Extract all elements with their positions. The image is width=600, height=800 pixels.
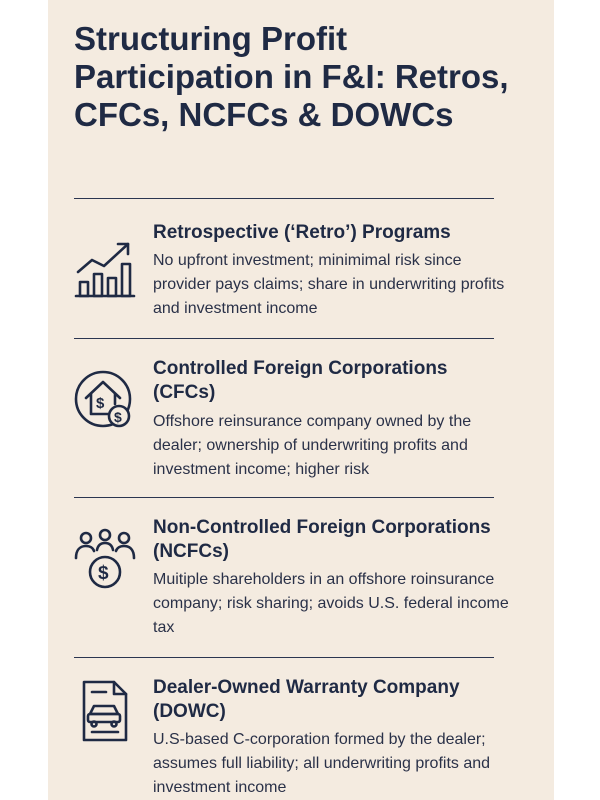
section-divider bbox=[74, 497, 494, 498]
svg-text:$: $ bbox=[98, 563, 109, 584]
house-dollar-icon bbox=[72, 368, 138, 434]
svg-text:$: $ bbox=[96, 395, 105, 412]
car-document-icon bbox=[72, 678, 138, 744]
shareholders-dollar-icon bbox=[72, 526, 138, 592]
section-description: Muitiple shareholders in an offshore roinsurance company; risk sharing; avoids U.S. federal income tax bbox=[153, 571, 509, 636]
section-description: Offshore reinsurance company owned by the dealer; ownership of underwriting profits and investment income; higher risk bbox=[153, 413, 472, 478]
section-divider bbox=[74, 198, 494, 199]
section-description: U.S-based C-corporation formed by the dealer; assumes full liability; all underwriting profits and investment income bbox=[153, 731, 491, 796]
section-divider bbox=[74, 657, 494, 658]
page-title: Structuring Profit Participation in F&I: Retros, CFCs, NCFCs & DOWCs bbox=[74, 20, 509, 133]
section-divider bbox=[74, 338, 494, 339]
svg-text:$: $ bbox=[114, 409, 122, 425]
section-heading: Controlled Foreign Corporations (CFCs) bbox=[153, 358, 448, 403]
section-heading: Retrospective (‘Retro’) Programs bbox=[153, 222, 451, 243]
section-heading: Non-Controlled Foreign Corporations (NCFCs) bbox=[153, 517, 491, 562]
section-description: No upfront investment; minimimal risk since provider pays claims; share in underwriting profits and investment income bbox=[153, 252, 505, 317]
growth-chart-icon bbox=[72, 236, 138, 302]
section-heading: Dealer-Owned Warranty Company (DOWC) bbox=[153, 677, 460, 722]
